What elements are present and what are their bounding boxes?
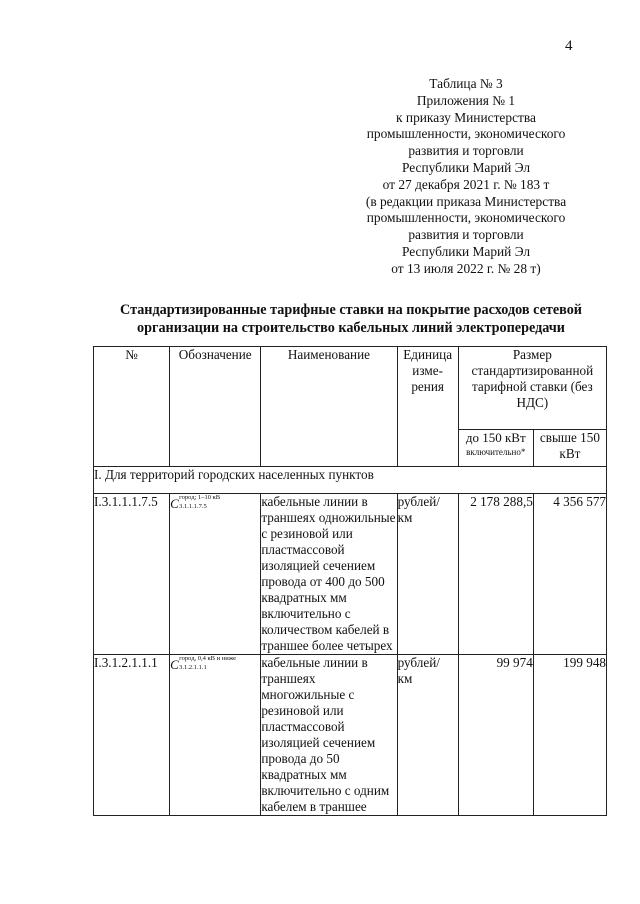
row-rate-up-to-150: 2 178 288,5 — [458, 494, 533, 655]
symbol-subscript: 3.1.2.1.1.1 — [179, 664, 207, 671]
header-unit: Единица изме-рения — [397, 347, 458, 467]
tariff-symbol — [170, 494, 255, 516]
document-title — [92, 301, 610, 337]
row-rate-over-150: 199 948 — [533, 655, 606, 816]
header-up-to-150-label: до 150 кВт — [465, 430, 526, 445]
header-line: Республики Марий Эл — [401, 243, 531, 259]
page-number: 4 — [565, 38, 573, 54]
header-line: от 27 декабря 2021 г. № 183 т — [382, 176, 550, 192]
header-line: Республики Марий Эл — [401, 159, 531, 175]
header-line: Приложения № 1 — [416, 92, 516, 108]
header-designation: Обозначение — [170, 347, 261, 467]
row-rate-up-to-150: 99 974 — [458, 655, 533, 816]
table-row — [94, 655, 607, 816]
header-over-150: свыше 150 кВт — [533, 430, 606, 467]
row-id: I.3.1.1.1.7.5 — [94, 494, 170, 655]
header-up-to-150 — [458, 430, 533, 467]
section-heading: I. Для территорий городских населенных пунктов — [94, 467, 607, 494]
header-up-to-150-note: включительно* — [466, 447, 526, 457]
row-designation — [170, 655, 261, 816]
header-line: к приказу Министерства — [396, 109, 536, 125]
symbol-superscript: город, 0,4 кВ и ниже — [179, 655, 236, 662]
row-designation — [170, 494, 261, 655]
header-line: промышленности, экономического — [366, 210, 566, 226]
header-line: развития и торговли — [408, 227, 524, 243]
header-line: промышленности, экономического — [366, 126, 566, 142]
header-line: (в редакции приказа Министерства — [365, 193, 567, 209]
header-num: № — [94, 347, 170, 467]
header-name: Наименование — [261, 347, 397, 467]
row-rate-over-150: 4 356 577 — [533, 494, 606, 655]
row-name: кабельные линии в траншеях многожильные с резиновой или пластмассовой изоляцией сечением провода до 50 квадратных мм включительно с одним кабелем в траншее — [261, 655, 397, 816]
row-unit: рублей/ км — [397, 494, 458, 655]
row-name: кабельные линии в траншеях одножильные с резиновой или пластмассовой изоляцией сечением провода от 400 до 500 квадратных мм включительно с количеством кабелей в траншее более четырех — [261, 494, 396, 653]
tariff-table — [93, 346, 607, 816]
header-line: развития и торговли — [408, 143, 524, 159]
row-unit: рублей/ км — [397, 655, 458, 816]
header-rate-size: Размер стандартизированной тарифной ставки (без НДС) — [458, 347, 606, 430]
table-row — [94, 494, 607, 655]
approval-header — [340, 76, 592, 278]
symbol-subscript: 3.1.1.1.7.5 — [179, 503, 207, 510]
title-line-1: Стандартизированные тарифные ставки на покрытие расходов сетевой — [120, 302, 582, 318]
title-line-2: организации на строительство кабельных линий электропередачи — [137, 320, 565, 336]
symbol-letter: C — [170, 657, 179, 672]
header-line: от 13 июля 2022 г. № 28 т) — [391, 260, 541, 276]
symbol-letter: C — [170, 496, 179, 511]
tariff-symbol — [170, 655, 255, 677]
row-id: I.3.1.2.1.1.1 — [94, 655, 170, 816]
symbol-superscript: город; 1–10 кВ — [179, 494, 221, 501]
header-line: Таблица № 3 — [429, 76, 503, 91]
